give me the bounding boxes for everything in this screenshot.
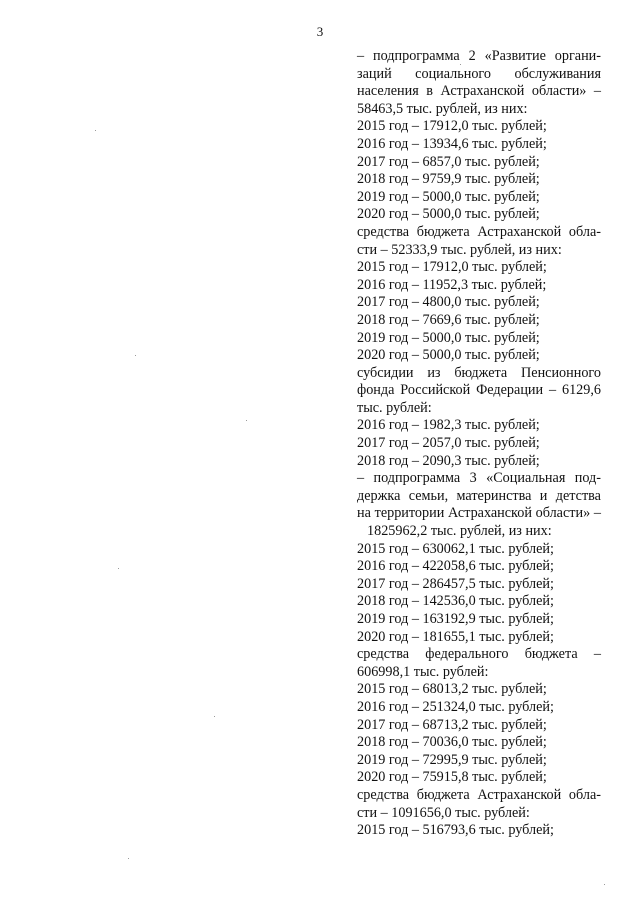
scan-speck: [460, 64, 461, 65]
text-line: 2016 год – 1982,3 тыс. рублей;: [357, 417, 540, 434]
scan-speck: [246, 420, 247, 421]
text-line: средства бюджета Астраханской обла-: [357, 223, 601, 240]
text-line: – подпрограмма 3 «Социальная под-: [357, 470, 601, 487]
text-line: 2017 год – 286457,5 тыс. рублей;: [357, 575, 554, 592]
scan-speck: [135, 355, 136, 356]
text-line: 2016 год – 13934,6 тыс. рублей;: [357, 135, 547, 152]
text-line: 1825962,2 тыс. рублей, из них:: [367, 523, 552, 540]
text-line: 2019 год – 5000,0 тыс. рублей;: [357, 329, 540, 346]
text-line: 2018 год – 7669,6 тыс. рублей;: [357, 311, 540, 328]
text-line: 2017 год – 4800,0 тыс. рублей;: [357, 294, 540, 311]
text-line: 2018 год – 142536,0 тыс. рублей;: [357, 593, 554, 610]
text-line: сти – 1091656,0 тыс. рублей:: [357, 804, 530, 821]
text-line: 2018 год – 70036,0 тыс. рублей;: [357, 734, 547, 751]
text-line: 2016 год – 422058,6 тыс. рублей;: [357, 558, 554, 575]
text-line: 2020 год – 5000,0 тыс. рублей;: [357, 206, 540, 223]
text-line: 2019 год – 72995,9 тыс. рублей;: [357, 751, 547, 768]
text-line: 2018 год – 2090,3 тыс. рублей;: [357, 452, 540, 469]
text-line: сти – 52333,9 тыс. рублей, из них:: [357, 241, 562, 258]
text-line: средства федерального бюджета –: [357, 646, 601, 663]
scan-speck: [604, 884, 605, 885]
text-line: заций социального обслуживания: [357, 65, 601, 82]
scan-speck: [118, 568, 119, 569]
text-line: 58463,5 тыс. рублей, из них:: [357, 100, 528, 117]
text-line: 2017 год – 2057,0 тыс. рублей;: [357, 435, 540, 452]
text-line: 2015 год – 630062,1 тыс. рублей;: [357, 540, 554, 557]
text-line: 2015 год – 17912,0 тыс. рублей;: [357, 118, 547, 135]
text-line: 2015 год – 68013,2 тыс. рублей;: [357, 681, 547, 698]
text-line: на территории Астраханской области» –: [357, 505, 601, 522]
text-line: 2020 год – 75915,8 тыс. рублей;: [357, 769, 547, 786]
text-line: держка семьи, материнства и детства: [357, 487, 601, 504]
text-line: 2020 год – 5000,0 тыс. рублей;: [357, 347, 540, 364]
text-line: средства бюджета Астраханской обла-: [357, 786, 601, 803]
text-line: населения в Астраханской области» –: [357, 83, 601, 100]
text-line: 2015 год – 516793,6 тыс. рублей;: [357, 822, 554, 839]
scan-speck: [95, 130, 96, 131]
text-line: 2015 год – 17912,0 тыс. рублей;: [357, 259, 547, 276]
text-line: 2016 год – 11952,3 тыс. рублей;: [357, 276, 547, 293]
text-line: 2018 год – 9759,9 тыс. рублей;: [357, 171, 540, 188]
text-line: 2019 год – 163192,9 тыс. рублей;: [357, 611, 554, 627]
text-line: 2016 год – 251324,0 тыс. рублей;: [357, 698, 554, 715]
text-line: субсидии из бюджета Пенсионного: [357, 364, 601, 381]
text-line: 606998,1 тыс. рублей:: [357, 663, 489, 680]
text-line: – подпрограмма 2 «Развитие органи-: [357, 48, 601, 64]
page-number: 3: [316, 24, 324, 39]
text-line: 2019 год – 5000,0 тыс. рублей;: [357, 188, 540, 205]
text-line: 2017 год – 68713,2 тыс. рублей;: [357, 716, 547, 733]
text-line: 2020 год – 181655,1 тыс. рублей;: [357, 628, 554, 645]
text-line: 2017 год – 6857,0 тыс. рублей;: [357, 153, 540, 170]
text-line: фонда Российской Федерации – 6129,6: [357, 382, 601, 399]
text-line: тыс. рублей:: [357, 399, 432, 416]
body-text-column: [357, 48, 601, 840]
scan-speck: [128, 858, 129, 859]
scan-speck: [214, 716, 215, 717]
